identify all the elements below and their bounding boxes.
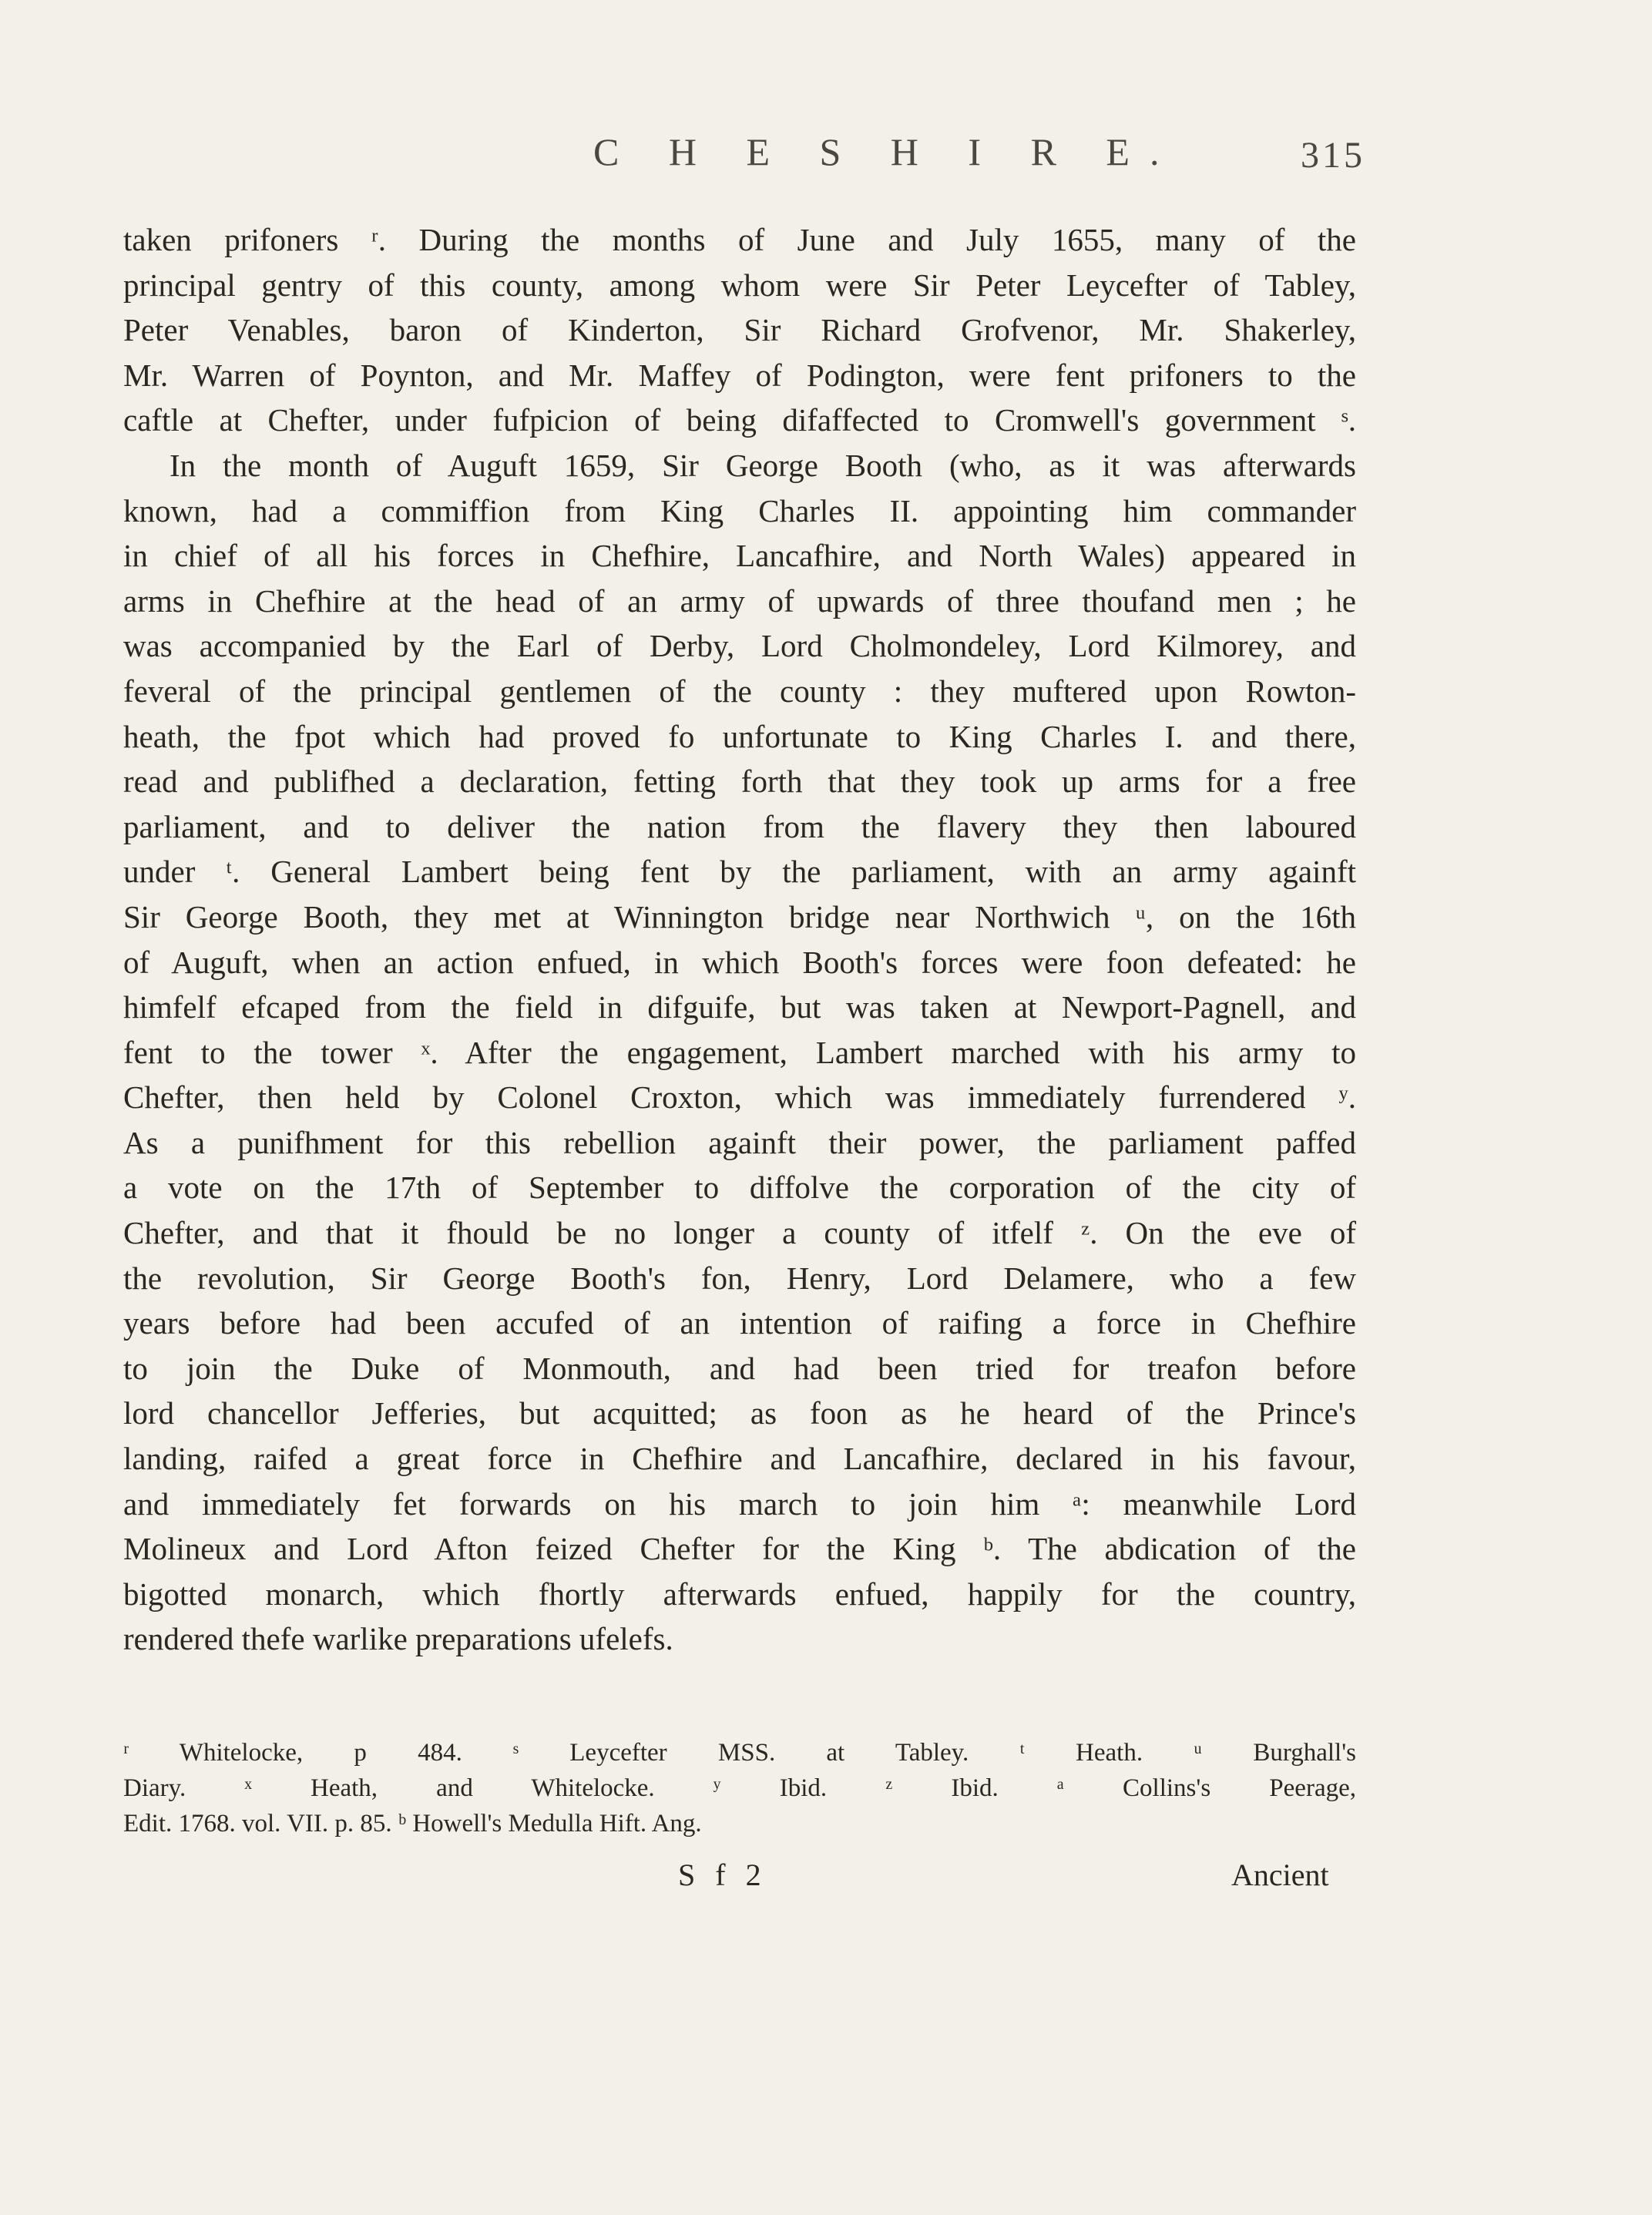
text-line: in chief of all his forces in Chefhire, Lancafhire, and North Wales) appeared in (123, 538, 1356, 574)
text-line: caftle at Chefter, under fufpicion of being difaffected to Cromwell's government ˢ. (123, 402, 1356, 438)
text-line: Mr. Warren of Poynton, and Mr. Maffey of Podington, were fent prifoners to the (123, 357, 1356, 393)
text-line: was accompanied by the Earl of Derby, Lord Cholmondeley, Lord Kilmorey, and (123, 628, 1356, 664)
text-line: As a punifhment for this rebellion againft their power, the parliament paffed (123, 1124, 1356, 1160)
text-line: Peter Venables, baron of Kinderton, Sir Richard Grofvenor, Mr. Shakerley, (123, 312, 1356, 348)
footnote-line: Edit. 1768. vol. VII. p. 85. ᵇ Howell's Medulla Hift. Ang. (123, 1810, 702, 1837)
text-line: a vote on the 17th of September to diffolve the corporation of the city of (123, 1170, 1356, 1206)
text-line: to join the Duke of Monmouth, and had been tried for treafon before (123, 1350, 1356, 1386)
running-head: C H E S H I R E. (593, 130, 1180, 173)
text-line: feveral of the principal gentlemen of the county : they muftered upon Rowton- (123, 673, 1356, 709)
text-line: read and publifhed a declaration, fetting forth that they took up arms for a free (123, 764, 1356, 800)
catchword: Ancient (1231, 1858, 1329, 1892)
signature-mark: S f 2 (678, 1858, 767, 1892)
text-line: Sir George Booth, they met at Winnington bridge near Northwich ᵘ, on the 16th (123, 898, 1356, 935)
text-line: bigotted monarch, which fhortly afterwards enfued, happily for the country, (123, 1576, 1356, 1612)
text-line: taken prifoners ʳ. During the months of June and July 1655, many of the (123, 222, 1356, 257)
footnotes (123, 1735, 1356, 1841)
text-line: rendered thefe warlike preparations ufelefs. (123, 1621, 673, 1657)
text-line: Molineux and Lord Afton feized Chefter for the King ᵇ. The abdication of the (123, 1531, 1356, 1567)
body-text (123, 217, 1356, 1662)
page-number: 315 (1301, 135, 1365, 176)
text-line: the revolution, Sir George Booth's fon, Henry, Lord Delamere, who a few (123, 1260, 1356, 1296)
text-line: of Auguft, when an action enfued, in which Booth's forces were foon defeated: he (123, 944, 1356, 980)
text-line: lord chancellor Jefferies, but acquitted; as foon as he heard of the Prince's (123, 1395, 1356, 1431)
page-header (0, 129, 1652, 183)
text-line: Chefter, then held by Colonel Croxton, which was immediately furrendered ʸ. (123, 1079, 1356, 1116)
text-line: himfelf efcaped from the field in difguife, but was taken at Newport-Pagnell, and (123, 989, 1356, 1025)
footnote-line: Diary. ˣ Heath, and Whitelocke. ʸ Ibid. ᶻ Ibid. ᵃ Collins's Peerage, (123, 1774, 1356, 1802)
text-line: landing, raifed a great force in Chefhire and Lancafhire, declared in his favour, (123, 1441, 1356, 1477)
text-line: under ᵗ. General Lambert being fent by the parliament, with an army againft (123, 854, 1356, 890)
text-line: fent to the tower ˣ. After the engagement, Lambert marched with his army to (123, 1034, 1356, 1070)
text-line: parliament, and to deliver the nation from the flavery they then laboured (123, 808, 1356, 844)
text-line: heath, the fpot which had proved fo unfortunate to King Charles I. and there, (123, 718, 1356, 754)
footnote-line: ʳ Whitelocke, p 484. ˢ Leycefter MSS. at Tabley. ᵗ Heath. ᵘ Burghall's (123, 1739, 1356, 1767)
text-line: Chefter, and that it fhould be no longer a county of itfelf ᶻ. On the eve of (123, 1215, 1356, 1251)
text-line: principal gentry of this county, among whom were Sir Peter Leycefter of Tabley, (123, 267, 1356, 303)
text-line: known, had a commiffion from King Charles II. appointing him commander (123, 492, 1356, 529)
text-line: and immediately fet forwards on his march to join him ᵃ: meanwhile Lord (123, 1485, 1356, 1522)
text-line: In the month of Auguft 1659, Sir George Booth (who, as it was afterwards (170, 447, 1356, 483)
text-line: arms in Chefhire at the head of an army of upwards of three thoufand men ; he (123, 582, 1356, 619)
text-line: years before had been accufed of an intention of raifing a force in Chefhire (123, 1305, 1356, 1341)
